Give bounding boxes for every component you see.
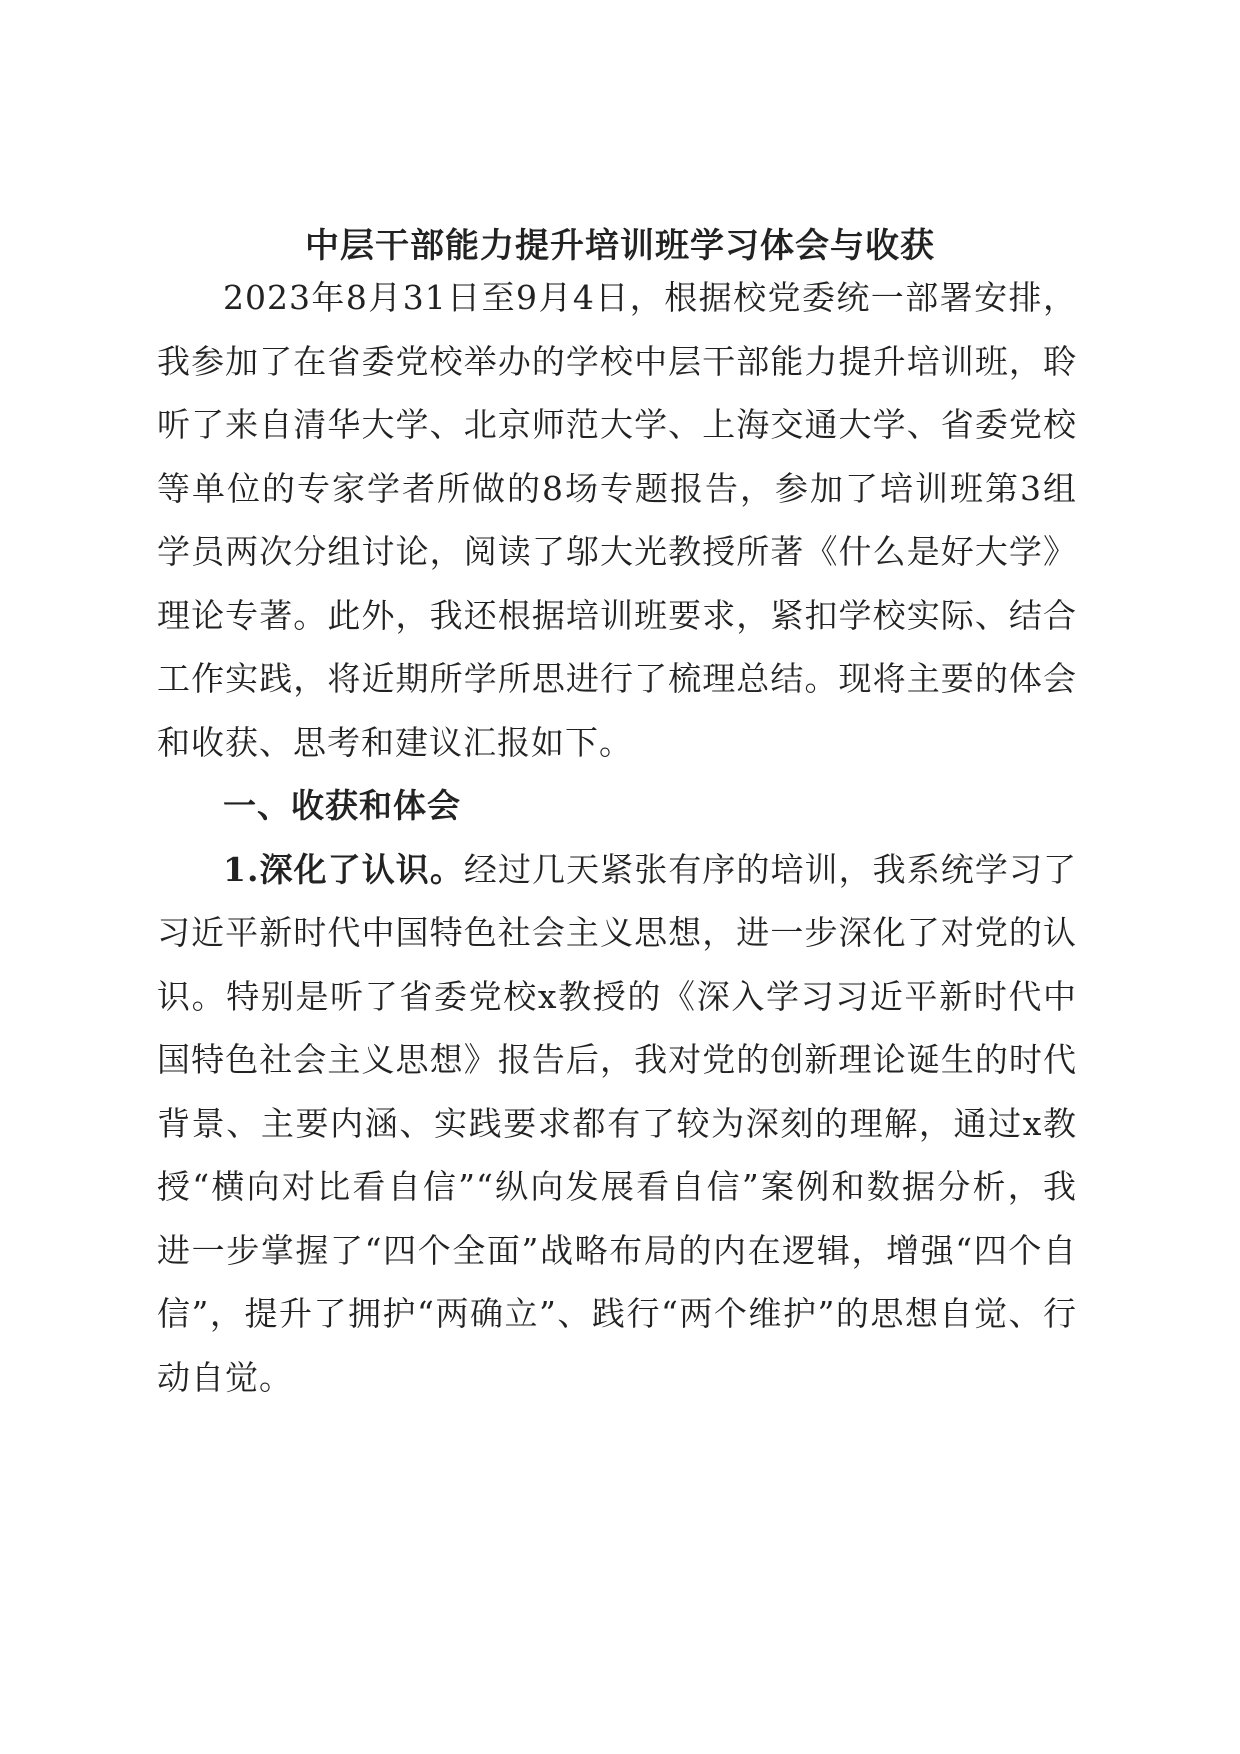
- intro-paragraph: 2023年8月31日至9月4日，根据校党委统一部署安排，我参加了在省委党校举办的学校中层干部能力提升培训班，聆听了来自清华大学、北京师范大学、上海交通大学、省委党校等单位的专家学者所做的8场专题报告，参加了培训班第3组学员两次分组讨论，阅读了邬大光教授所著《什么是好大学》理论专著。此外，我还根据培训班要求，紧扣学校实际、结合工作实践，将近期所学所思进行了梳理总结。现将主要的体会和收获、思考和建议汇报如下。: [157, 278, 1077, 762]
- point-1-lead: 1.深化了认识。: [223, 849, 464, 889]
- point-1-paragraph: [157, 838, 1077, 1410]
- document-title: 中层干部能力提升培训班学习体会与收获: [305, 226, 935, 266]
- document-body: [157, 266, 1077, 1409]
- section-heading-1: 一、收获和体会: [223, 786, 461, 825]
- point-1-body: 经过几天紧张有序的培训，我系统学习了习近平新时代中国特色社会主义思想，进一步深化了对党的认识。特别是听了省委党校x教授的《深入学习习近平新时代中国特色社会主义思想》报告后，我对党的创新理论诞生的时代背景、主要内涵、实践要求都有了较为深刻的理解，通过x教授“横向对比看自信”“纵向发展看自信”案例和数据分析，我进一步掌握了“四个全面”战略布局的内在逻辑，增强“四个自信”，提升了拥护“两确立”、践行“两个维护”的思想自觉、行动自觉。: [157, 849, 1078, 1397]
